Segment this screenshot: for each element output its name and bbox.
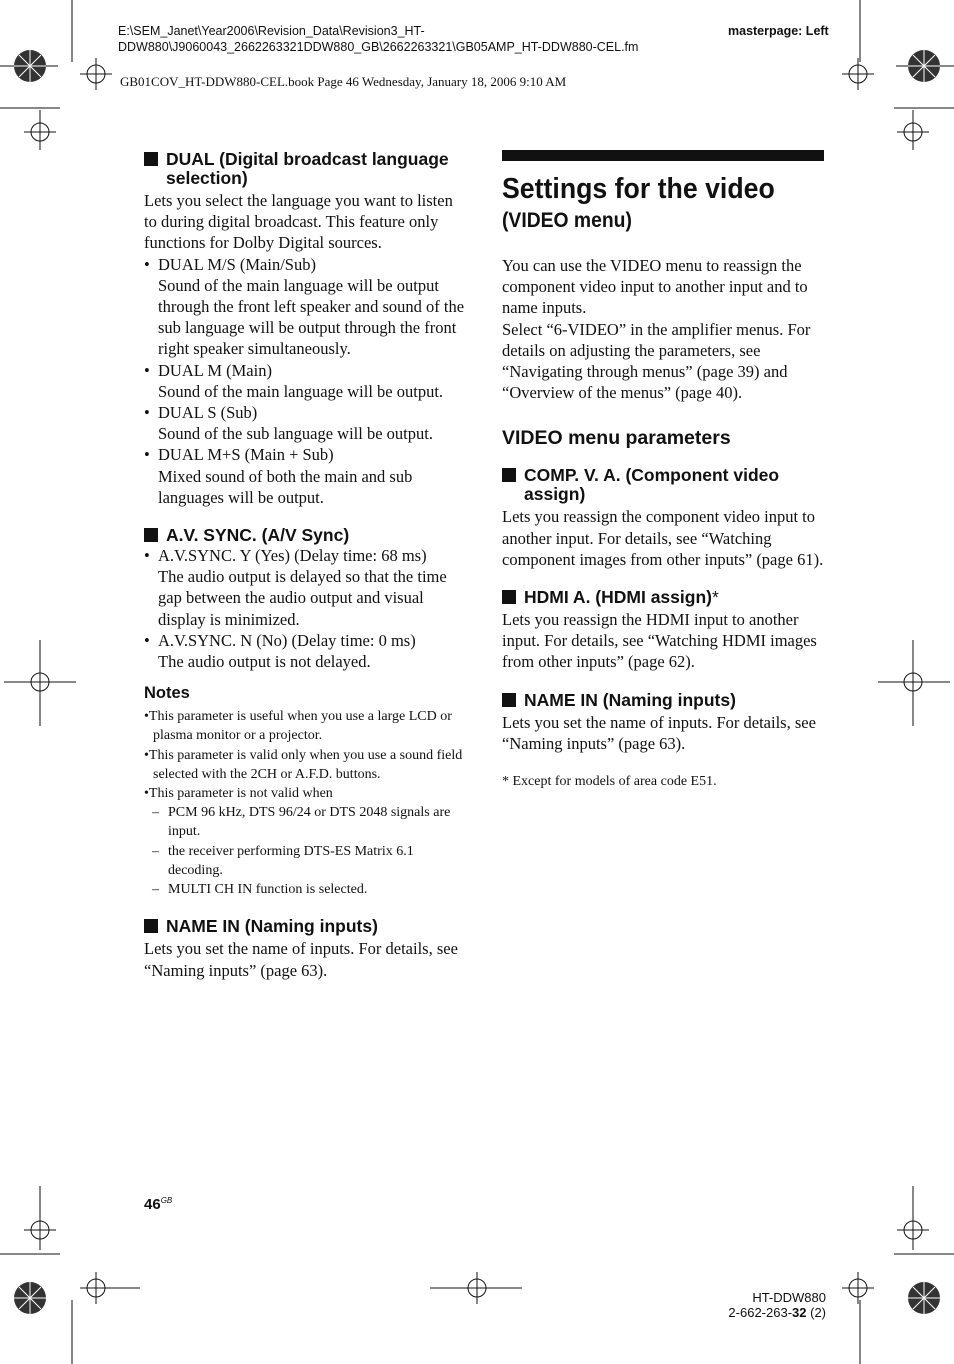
avsync-heading: A.V. SYNC. (A/V Sync) bbox=[144, 526, 466, 545]
avsync-option-label: • A.V.SYNC. N (No) (Delay time: 0 ms) bbox=[144, 630, 416, 650]
namein-heading-left: NAME IN (Naming inputs) bbox=[144, 917, 466, 936]
note-item: •This parameter is useful when you use a large LCD or plasma monitor or a projector. bbox=[144, 709, 452, 744]
note-item: •This parameter is valid only when you use a sound field selected with the 2CH or A.F.D. buttons. bbox=[144, 747, 463, 782]
note-sub-item: – PCM 96 kHz, DTS 96/24 or DTS 2048 signals are input. bbox=[152, 805, 451, 840]
compva-heading: COMP. V. A. (Component video assign) bbox=[502, 466, 824, 504]
note-sub-item: – the receiver performing DTS-ES Matrix 6.1 decoding. bbox=[152, 843, 414, 878]
page-title: Settings for the video bbox=[502, 173, 775, 205]
namein-body-left: Lets you set the name of inputs. For details, see “Naming inputs” (page 63). bbox=[144, 939, 458, 980]
page-number: $46^{GB}$ bbox=[144, 1196, 173, 1213]
namein-heading-right: NAME IN (Naming inputs) bbox=[502, 691, 824, 710]
dual-intro: Lets you select the language you want to listen to during digital broadcast. This feature only functions for Dolby Digital sources. bbox=[144, 191, 453, 253]
hdmia-heading: HDMI A. (HDMI assign)* bbox=[502, 588, 824, 607]
right-column bbox=[502, 150, 824, 790]
compva-body: Lets you reassign the component video input to another input. For details, see “Watching component images from other inputs” (page 61). bbox=[502, 507, 824, 569]
left-column bbox=[144, 150, 466, 981]
header-file-path: E:\SEM_Janet\Year2006\Revision_Data\Revision3_HT- DDW880\J9060043_2662263321DDW880_GB\2662263321\GB05AMP_HT-DDW880-CEL.fm bbox=[118, 24, 639, 54]
avsync-option-label: • A.V.SYNC. Y (Yes) (Delay time: 68 ms) bbox=[144, 546, 427, 566]
footnote: * Except for models of area code E51. bbox=[502, 774, 717, 790]
dual-heading: DUAL (Digital broadcast language selection) bbox=[144, 150, 466, 188]
notes-heading: Notes bbox=[144, 684, 190, 703]
model-name: HT-DDW880 bbox=[752, 1290, 826, 1305]
square-bullet-icon bbox=[502, 693, 516, 707]
square-bullet-icon bbox=[502, 468, 516, 482]
header-masterpage: masterpage: Left bbox=[728, 24, 829, 38]
model-info bbox=[728, 1290, 826, 1320]
intro-paragraph-2: Select “6-VIDEO” in the amplifier menus. For details on adjusting the parameters, see “Navigating through menus” (page 39) and “Overview of the menus” (page 40). bbox=[502, 319, 811, 403]
note-sub-item: – MULTI CH IN function is selected. bbox=[152, 882, 368, 898]
square-bullet-icon bbox=[144, 152, 158, 166]
part-number: 2-662-263-32 (2) bbox=[728, 1305, 826, 1320]
hdmia-body: Lets you reassign the HDMI input to another input. For details, see “Watching HDMI images from other inputs” (page 62). bbox=[502, 610, 817, 672]
page-subtitle: (VIDEO menu) bbox=[502, 209, 632, 232]
params-heading: VIDEO menu parameters bbox=[502, 427, 731, 450]
avsync-option-desc: The audio output is not delayed. bbox=[158, 652, 371, 672]
dual-option-label: • DUAL S (Sub) bbox=[144, 403, 258, 423]
dual-option-desc: Mixed sound of both the main and sub languages will be output. bbox=[158, 466, 413, 507]
square-bullet-icon bbox=[144, 528, 158, 542]
intro-paragraph-1: You can use the VIDEO menu to reassign the component video input to another input and to name inputs. bbox=[502, 256, 808, 318]
dual-option-label: • DUAL M/S (Main/Sub) bbox=[144, 254, 316, 274]
dual-option-label: • DUAL M+S (Main + Sub) bbox=[144, 445, 334, 465]
note-item: •This parameter is not valid when bbox=[144, 786, 333, 802]
namein-body-right: Lets you set the name of inputs. For details, see “Naming inputs” (page 63). bbox=[502, 712, 816, 753]
dual-option-label: • DUAL M (Main) bbox=[144, 360, 272, 380]
square-bullet-icon bbox=[144, 919, 158, 933]
title-rule bbox=[502, 150, 824, 161]
dual-option-desc: Sound of the main language will be output through the front left speaker and sound of the sub language will be output through the front right speaker simultaneously. bbox=[158, 275, 465, 359]
square-bullet-icon bbox=[502, 590, 516, 604]
dual-option-desc: Sound of the main language will be output. bbox=[158, 381, 444, 401]
avsync-option-desc: The audio output is delayed so that the time gap between the audio output and visual display is minimized. bbox=[158, 567, 447, 629]
header-book-info: GB01COV_HT-DDW880-CEL.book Page 46 Wednesday, January 18, 2006 9:10 AM bbox=[120, 74, 567, 89]
dual-option-desc: Sound of the sub language will be output. bbox=[158, 424, 433, 444]
